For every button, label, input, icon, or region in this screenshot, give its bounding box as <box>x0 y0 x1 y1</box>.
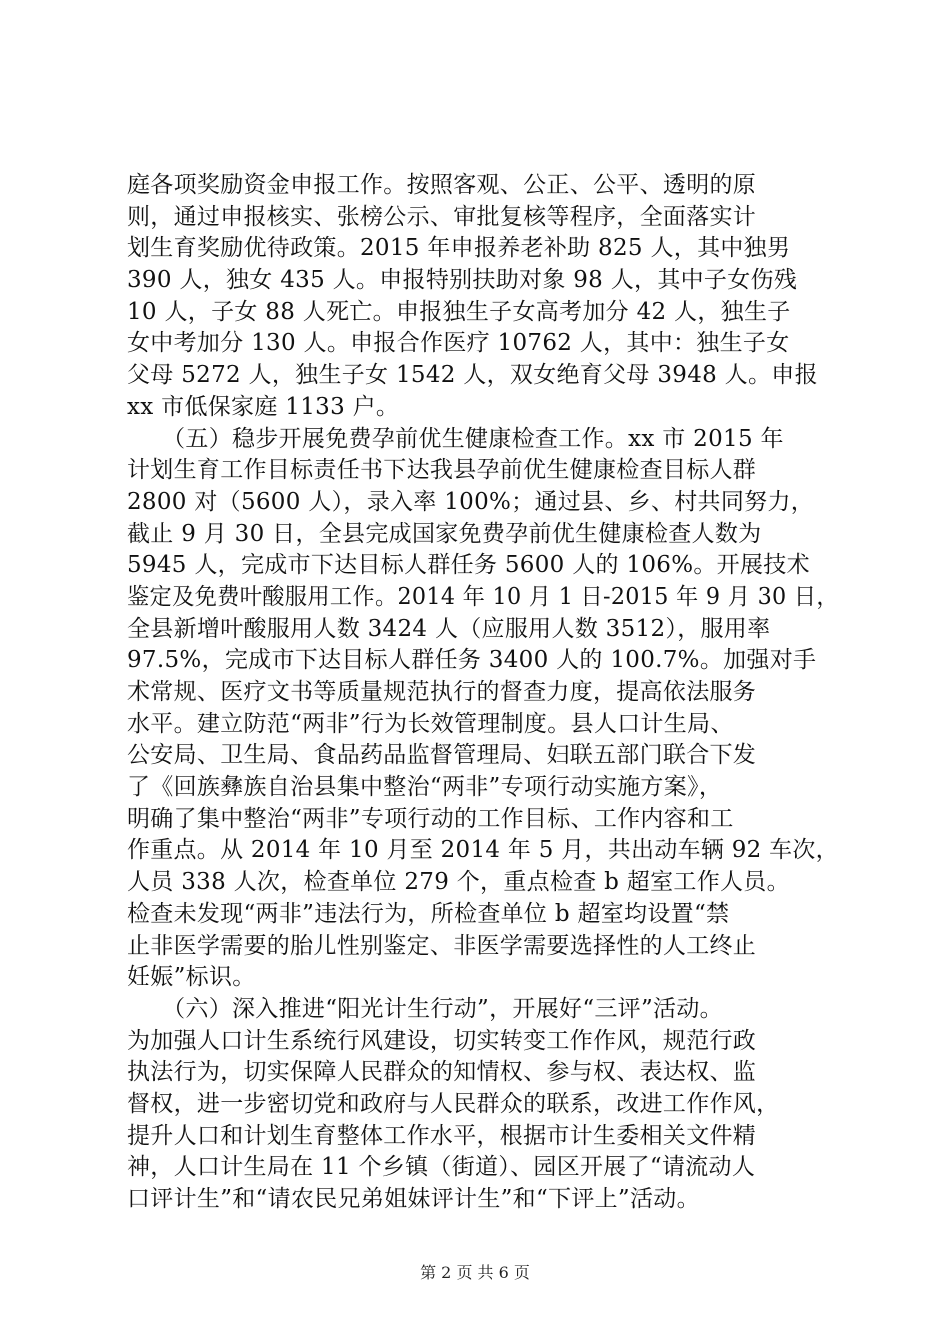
text-line: 全县新增叶酸服用人数 3424 人（应服用人数 3512），服用率 <box>127 615 771 642</box>
page-footer: 第 2 页 共 6 页 <box>420 1263 530 1282</box>
text-line: xx 市低保家庭 1133 户。 <box>127 393 400 420</box>
text-line: 妊娠”标识。 <box>127 964 256 991</box>
text-line: 庭各项奖励资金申报工作。按照客观、公正、公平、透明的原 <box>127 172 757 198</box>
text-line: 检查未发现“两非”违法行为，所检查单位 b 超室均设置“禁 <box>127 900 730 927</box>
text-line: 父母 5272 人，独生子女 1542 人，双女绝育父母 3948 人。申报 <box>127 362 818 389</box>
text-line: 390 人，独女 435 人。申报特别扶助对象 98 人，其中子女伤残 <box>127 267 798 294</box>
text-line: 则，通过申报核实、张榜公示、审批复核等程序，全面落实计 <box>127 203 757 230</box>
text-line: 督权，进一步密切党和政府与人民群众的联系，改进工作作风， <box>127 1090 780 1117</box>
text-line: 执法行为，切实保障人民群众的知情权、参与权、表达权、监 <box>127 1059 757 1086</box>
text-line: 提升人口和计划生育整体工作水平，根据市计生委相关文件精 <box>127 1122 757 1149</box>
text-line: 人员 338 人次，检查单位 279 个，重点检查 b 超室工作人员。 <box>127 869 790 896</box>
text-line: 女中考加分 130 人。申报合作医疗 10762 人，其中：独生子女 <box>127 330 790 357</box>
text-line: 截止 9 月 30 日，全县完成国家免费孕前优生健康检查人数为 <box>127 520 762 547</box>
text-line: 鉴定及免费叶酸服用工作。2014 年 10 月 1 日-2015 年 9 月 30 日， <box>127 583 839 610</box>
text-line: 为加强人口计生系统行风建设，切实转变工作作风，规范行政 <box>127 1027 757 1054</box>
text-line: 作重点。从 2014 年 10 月至 2014 年 5 月，共出动车辆 92 车次， <box>127 837 839 864</box>
text-line: 口评计生”和“请农民兄弟姐妹评计生”和“下评上”活动。 <box>127 1186 700 1212</box>
text-line: 划生育奖励优待政策。2015 年申报养老补助 825 人，其中独男 <box>127 235 791 262</box>
text-line: 术常规、医疗文书等质量规范执行的督查力度，提高依法服务 <box>127 679 757 705</box>
text-line: 了《回族彝族自治县集中整治“两非”专项行动实施方案》， <box>127 774 723 801</box>
text-line: （六）深入推进“阳光计生行动”，开展好“三评”活动。 <box>127 995 723 1022</box>
text-line: 神，人口计生局在 11 个乡镇（街道）、园区开展了“请流动人 <box>127 1154 756 1181</box>
text-line: 5945 人，完成市下达目标人群任务 5600 人的 106%。开展技术 <box>127 552 810 579</box>
text-line: 止非医学需要的胎儿性别鉴定、非医学需要选择性的人工终止 <box>127 932 757 959</box>
document-body <box>127 170 839 1216</box>
text-line: 计划生育工作目标责任书下达我县孕前优生健康检查目标人群 <box>127 457 757 484</box>
text-line: 10 人，子女 88 人死亡。申报独生子女高考加分 42 人，独生子 <box>127 298 791 325</box>
text-line: 2800 对（5600 人），录入率 100%；通过县、乡、村共同努力， <box>127 488 815 515</box>
text-line: 明确了集中整治“两非”专项行动的工作目标、工作内容和工 <box>127 805 734 832</box>
text-line: 水平。建立防范“两非”行为长效管理制度。县人口计生局、 <box>127 710 734 737</box>
text-line: 97.5%，完成市下达目标人群任务 3400 人的 100.7%。加强对手 <box>127 647 817 674</box>
text-line: （五）稳步开展免费孕前优生健康检查工作。xx 市 2015 年 <box>127 425 784 452</box>
text-line: 公安局、卫生局、食品药品监督管理局、妇联五部门联合下发 <box>127 742 757 769</box>
